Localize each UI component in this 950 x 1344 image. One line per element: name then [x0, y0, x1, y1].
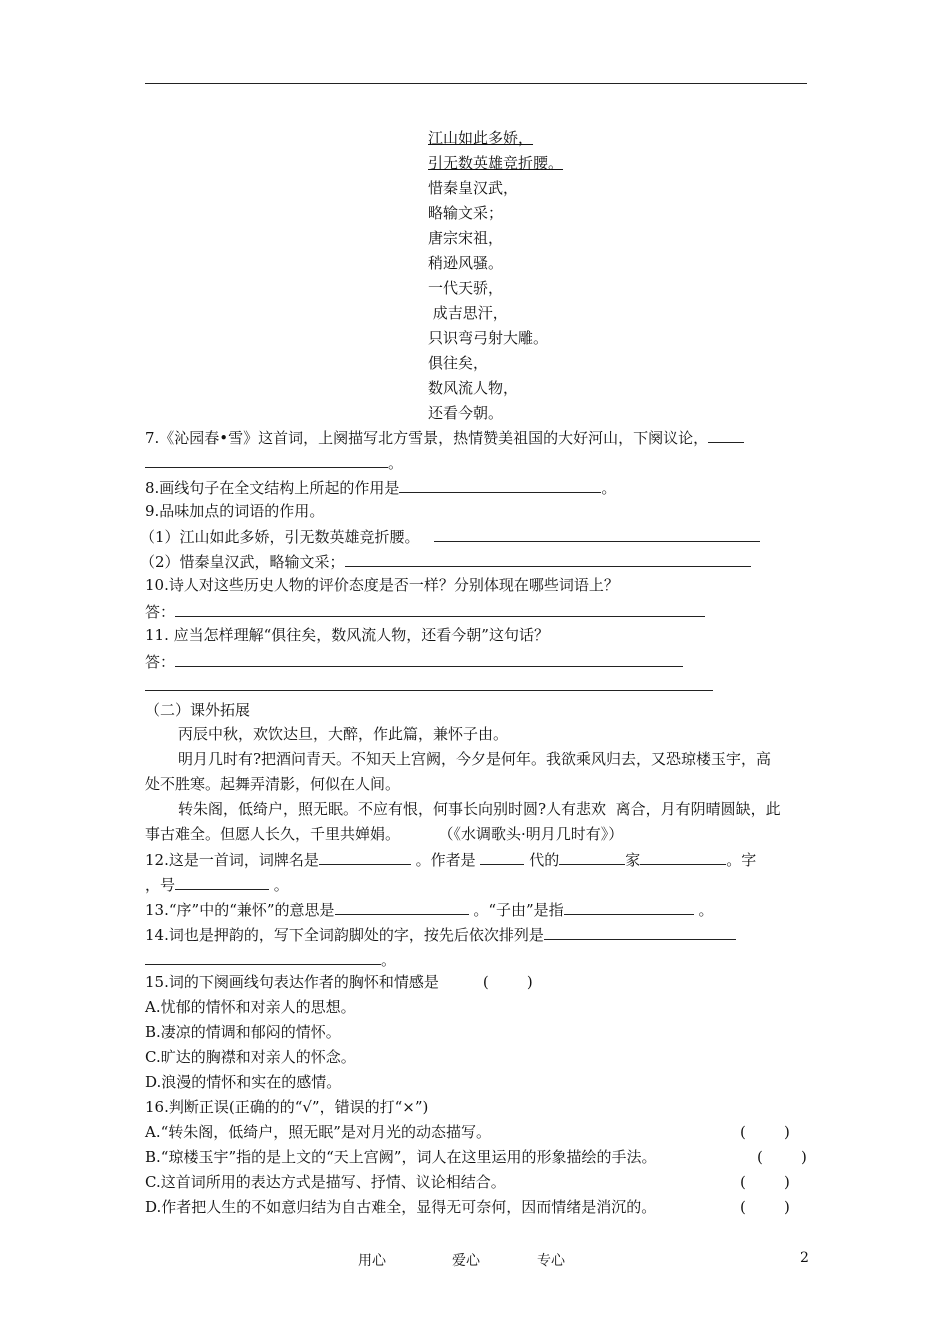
answer-blank[interactable]: [480, 848, 524, 865]
answer-blank[interactable]: [175, 650, 683, 667]
preface: 丙辰中秋，欢饮达旦，大醉，作此篇，兼怀子由。: [178, 725, 509, 743]
poem-line: 稍逊风骚。: [428, 254, 504, 272]
question-9: 9.品味加点的词语的作用。: [145, 502, 325, 520]
poem-line: 惜秦皇汉武，: [428, 179, 519, 197]
true-false-item-text: A.“转朱阁，低绮户，照无眠”是对月光的动态描写。: [145, 1123, 491, 1141]
question-11: 11. 应当怎样理解“俱往矣，数风流人物，还看今朝”这句话？: [145, 626, 549, 644]
question-12-text: 。字: [726, 851, 757, 869]
true-false-item-text: D.作者把人生的不如意归结为自古难全，显得无可奈何，因而情绪是消沉的。: [145, 1198, 657, 1216]
answer-blank[interactable]: [145, 948, 381, 965]
question-16: 16.判断正误(正确的的“√”，错误的打“×”): [145, 1098, 429, 1116]
question-7-end: 。: [388, 454, 404, 472]
question-12-text: 代的: [529, 851, 560, 869]
question-13: [145, 898, 713, 920]
answer-blank[interactable]: [175, 873, 269, 890]
question-14-end: 。: [381, 951, 397, 969]
poem-paragraph-2-line-2-text: 事古难全。但愿人长久，千里共婵娟。: [145, 825, 401, 843]
question-10-answer: [145, 600, 705, 622]
poem-line: 引无数英雄竞折腰。: [428, 154, 564, 172]
option-b[interactable]: B.凄凉的情调和郁闷的情怀。: [145, 1023, 341, 1041]
poem-line: 略输文采；: [428, 204, 504, 222]
answer-blank[interactable]: [544, 923, 736, 940]
option-a[interactable]: A.忧郁的情怀和对亲人的思想。: [145, 998, 356, 1016]
answer-blank[interactable]: [145, 451, 388, 468]
question-10: 10.诗人对这些历史人物的评价态度是否一样？分别体现在哪些词语上？: [145, 576, 619, 594]
question-15-text: 15.词的下阕画线句表达作者的胸怀和情感是: [145, 973, 439, 991]
true-false-item: [145, 1197, 805, 1217]
question-14: [145, 923, 736, 945]
question-7-text: 7.《沁园春•雪》这首词，上阕描写北方雪景，热情赞美祖国的大好河山，下阕议论，: [145, 429, 709, 447]
answer-label: 答：: [145, 603, 176, 621]
question-9-part-1-text: （1）江山如此多娇，引无数英雄竞折腰。: [140, 528, 420, 546]
question-9-part-2: [140, 550, 751, 572]
question-8: [145, 476, 616, 498]
question-12-continued: [145, 873, 289, 895]
option-c[interactable]: C.旷达的胸襟和对亲人的怀念。: [145, 1048, 356, 1066]
true-false-item: [145, 1122, 805, 1142]
poem-line: 还看今朝。: [428, 404, 504, 422]
question-12: [145, 848, 756, 870]
question-15: [145, 972, 533, 992]
answer-blank[interactable]: [345, 550, 751, 567]
answer-blank[interactable]: [434, 525, 760, 542]
question-13-text: 。: [698, 901, 714, 919]
option-d[interactable]: D.浪漫的情怀和实在的感情。: [145, 1073, 342, 1091]
header-rule: [145, 83, 807, 84]
question-9-part-1: [140, 525, 760, 547]
answer-blank[interactable]: [564, 898, 694, 915]
answer-label: 答：: [145, 653, 176, 671]
section-heading: （二）课外拓展: [145, 701, 251, 719]
answer-line[interactable]: [145, 690, 713, 691]
true-false-item: [145, 1147, 805, 1167]
question-13-text: 。“子由”是指: [473, 901, 564, 919]
question-11-answer: [145, 650, 683, 672]
poem-paragraph-1-line-2: 处不胜寒。起舞弄清影，何似在人间。: [145, 775, 401, 793]
answer-blank[interactable]: [640, 848, 726, 865]
true-false-item: [145, 1172, 805, 1192]
answer-blank[interactable]: [175, 600, 705, 617]
answer-parentheses[interactable]: ( ): [757, 1148, 807, 1166]
question-12-text: 12.这是一首词，词牌名是: [145, 851, 319, 869]
answer-parentheses[interactable]: ( ): [482, 973, 533, 991]
poem-line: 成吉思汗，: [428, 304, 508, 322]
poem-paragraph-2-line-2: [145, 824, 623, 844]
poem-line: 数风流人物，: [428, 379, 519, 397]
poem-line: 只识弯弓射大雕。: [428, 329, 549, 347]
poem-line: 唐宗宋祖，: [428, 229, 504, 247]
answer-blank[interactable]: [319, 848, 411, 865]
answer-blank[interactable]: [335, 898, 469, 915]
question-7-continued: [145, 451, 403, 473]
poem-source: （《水调歌头·明月几时有》）: [446, 825, 624, 843]
answer-blank[interactable]: [708, 426, 744, 443]
poem-excerpt: [428, 126, 563, 426]
question-12-text: 。: [273, 876, 289, 894]
footer-right: 专心: [537, 1253, 565, 1269]
question-12-text: 。作者是: [415, 851, 476, 869]
question-14-text: 14.词也是押韵的，写下全词韵脚处的字，按先后依次排列是: [145, 926, 544, 944]
poem-line: 江山如此多娇，: [428, 129, 534, 147]
answer-blank[interactable]: [399, 476, 601, 493]
answer-parentheses[interactable]: ( ): [740, 1173, 790, 1191]
true-false-item-text: C.这首词所用的表达方式是描写、抒情、议论相结合。: [145, 1173, 506, 1191]
poem-line: 一代天骄，: [428, 279, 504, 297]
poem-paragraph-1-line-1: 明月几时有?把酒问青天。不知天上宫阙，今夕是何年。我欲乘风归去，又恐琼楼玉宇，高: [178, 750, 772, 768]
question-8-end: 。: [601, 479, 617, 497]
answer-blank[interactable]: [559, 848, 625, 865]
footer-left: 用心: [358, 1253, 386, 1269]
answer-parentheses[interactable]: ( ): [740, 1123, 790, 1141]
page-number: 2: [800, 1250, 809, 1266]
question-12-text: ，号: [145, 876, 176, 894]
answer-parentheses[interactable]: ( ): [740, 1198, 790, 1216]
poem-paragraph-2-line-1: 转朱阁，低绮户，照无眠。不应有恨，何事长向别时圆?人有悲欢 离合，月有阴晴圆缺，此: [178, 800, 781, 818]
question-13-text: 13.“序”中的“兼怀”的意思是: [145, 901, 335, 919]
poem-line: 俱往矣，: [428, 354, 489, 372]
true-false-item-text: B.“琼楼玉宇”指的是上文的“天上宫阙”，词人在这里运用的形象描绘的手法。: [145, 1148, 657, 1166]
question-12-text: 家: [625, 851, 641, 869]
question-9-part-2-text: （2）惜秦皇汉武，略输文采；: [140, 553, 345, 571]
footer-middle: 爱心: [452, 1253, 480, 1269]
question-14-continued: [145, 948, 396, 970]
question-7: [145, 426, 744, 448]
question-8-text: 8.画线句子在全文结构上所起的作用是: [145, 479, 400, 497]
